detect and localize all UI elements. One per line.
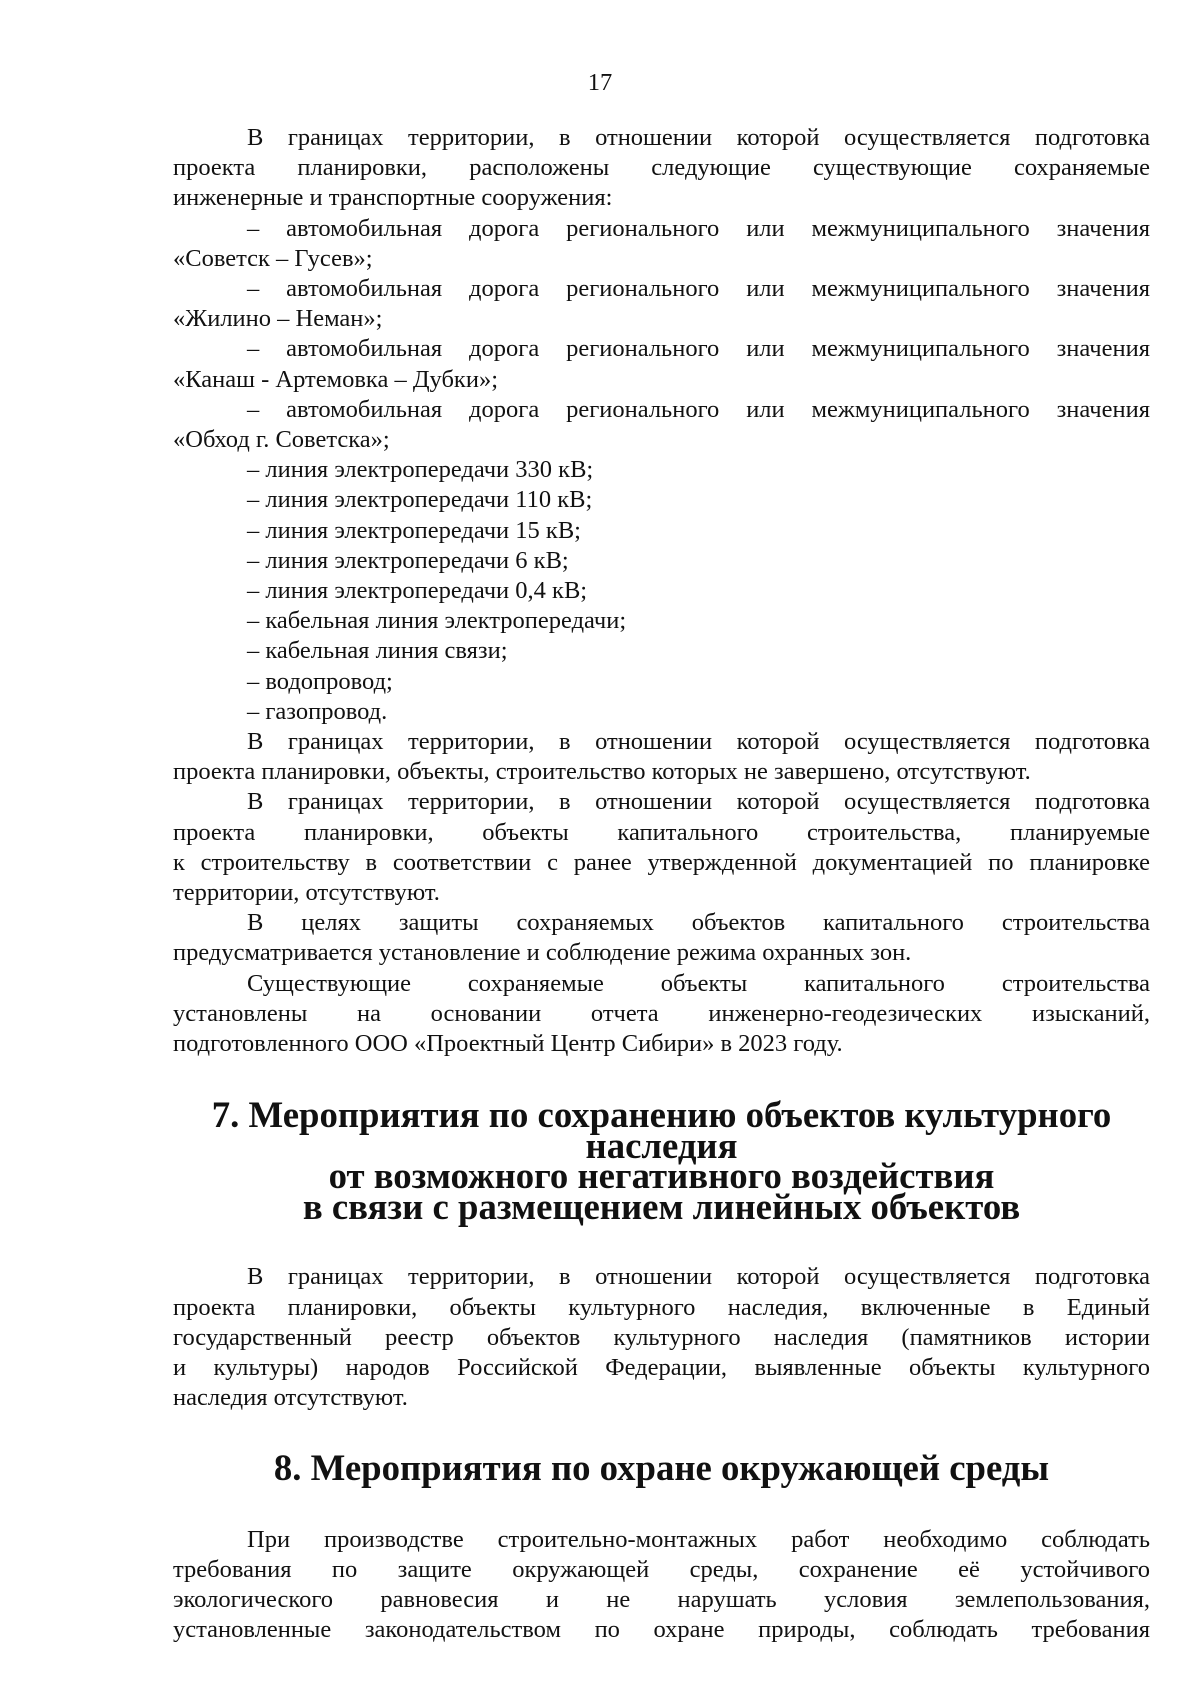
text-line: проекта планировки, объекты, строительство которых не завершено, отсутствуют. bbox=[173, 758, 1031, 786]
text-line: проекта планировки, объекты культурного наследия, включенные в Единый bbox=[173, 1293, 1150, 1321]
survey-paragraph bbox=[173, 969, 1150, 1060]
section-8-paragraph bbox=[173, 1525, 1150, 1646]
text-line: государственный реестр объектов культурного наследия (памятников истории bbox=[173, 1323, 1150, 1351]
text-line: «Обход г. Советска»; bbox=[173, 426, 390, 454]
text-line: проекта планировки, расположены следующие существующие сохраняемые bbox=[173, 154, 1150, 182]
text-line: требования по защите окружающей среды, сохранение её устойчивого bbox=[173, 1556, 1150, 1584]
list-item: – линия электропередачи 330 кВ; bbox=[247, 456, 594, 484]
text-line: наследия отсутствуют. bbox=[173, 1384, 408, 1412]
text-line: к строительству в соответствии с ранее утвержденной документацией по планировке bbox=[173, 848, 1150, 876]
heading-line: в связи с размещением линейных объектов bbox=[302, 1185, 1021, 1227]
text-line: В целях защиты сохраняемых объектов капитального строительства bbox=[247, 909, 1150, 937]
text-line: В границах территории, в отношении которой осуществляется подготовка bbox=[247, 788, 1150, 816]
text-line: – автомобильная дорога регионального или межмуниципального значения bbox=[247, 275, 1150, 303]
page-number: 17 bbox=[587, 69, 613, 96]
text-line: Существующие сохраняемые объекты капитального строительства bbox=[247, 969, 1150, 997]
unfinished-objects-paragraph bbox=[173, 727, 1150, 787]
text-line: экологического равновесия и не нарушать условия землепользования, bbox=[173, 1586, 1150, 1614]
heading-line: 7. Мероприятия по сохранению объектов культурного наследия bbox=[211, 1094, 1112, 1166]
list-item: – газопровод. bbox=[247, 697, 388, 725]
text-line: – автомобильная дорога регионального или межмуниципального значения bbox=[247, 214, 1150, 242]
list-item: – линия электропередачи 6 кВ; bbox=[247, 546, 569, 574]
text-line: подготовленного ООО «Проектный Центр Сибири» в 2023 году. bbox=[173, 1030, 843, 1058]
text-line: В границах территории, в отношении которой осуществляется подготовка bbox=[247, 1263, 1150, 1291]
protection-zones-paragraph bbox=[173, 908, 1150, 968]
text-line: «Советск – Гусев»; bbox=[173, 244, 373, 272]
text-line: В границах территории, в отношении которой осуществляется подготовка bbox=[247, 728, 1150, 756]
section-8-heading: 8. Мероприятия по охране окружающей среды bbox=[273, 1447, 1050, 1489]
list-item bbox=[173, 274, 1150, 334]
list-item bbox=[173, 214, 1150, 274]
list-item: – линия электропередачи 15 кВ; bbox=[247, 516, 581, 544]
planned-objects-paragraph bbox=[173, 787, 1150, 908]
text-line: установлены на основании отчета инженерно-геодезических изысканий, bbox=[173, 999, 1150, 1027]
section-7-heading bbox=[173, 1094, 1150, 1227]
text-line: инженерные и транспортные сооружения: bbox=[173, 184, 613, 212]
list-item bbox=[173, 395, 1150, 455]
text-line: предусматривается установление и соблюдение режима охранных зон. bbox=[173, 939, 912, 967]
page-content bbox=[173, 123, 1150, 1646]
intro-paragraph bbox=[173, 123, 1150, 214]
list-item: – кабельная линия электропередачи; bbox=[247, 607, 627, 635]
section-7-paragraph bbox=[173, 1262, 1150, 1413]
text-line: территории, отсутствуют. bbox=[173, 879, 440, 907]
list-item: – линия электропередачи 0,4 кВ; bbox=[247, 577, 588, 605]
text-line: и культуры) народов Российской Федерации, выявленные объекты культурного bbox=[173, 1353, 1150, 1381]
text-line: «Канаш - Артемовка – Дубки»; bbox=[173, 365, 499, 393]
list-item: – кабельная линия связи; bbox=[247, 637, 508, 665]
text-line: установленные законодательством по охране природы, соблюдать требования bbox=[173, 1616, 1150, 1644]
list-item bbox=[173, 334, 1150, 394]
text-line: проекта планировки, объекты капитального строительства, планируемые bbox=[173, 818, 1150, 846]
text-line: «Жилино – Неман»; bbox=[173, 305, 383, 333]
heading-line: от возможного негативного воздействия bbox=[328, 1155, 995, 1197]
list-item: – линия электропередачи 110 кВ; bbox=[247, 486, 593, 514]
text-line: – автомобильная дорога регионального или межмуниципального значения bbox=[247, 335, 1150, 363]
text-line: При производстве строительно-монтажных работ необходимо соблюдать bbox=[247, 1525, 1150, 1553]
structures-list bbox=[173, 214, 1150, 727]
text-line: В границах территории, в отношении которой осуществляется подготовка bbox=[247, 124, 1150, 151]
list-item: – водопровод; bbox=[247, 667, 393, 695]
text-line: – автомобильная дорога регионального или межмуниципального значения bbox=[247, 395, 1150, 423]
